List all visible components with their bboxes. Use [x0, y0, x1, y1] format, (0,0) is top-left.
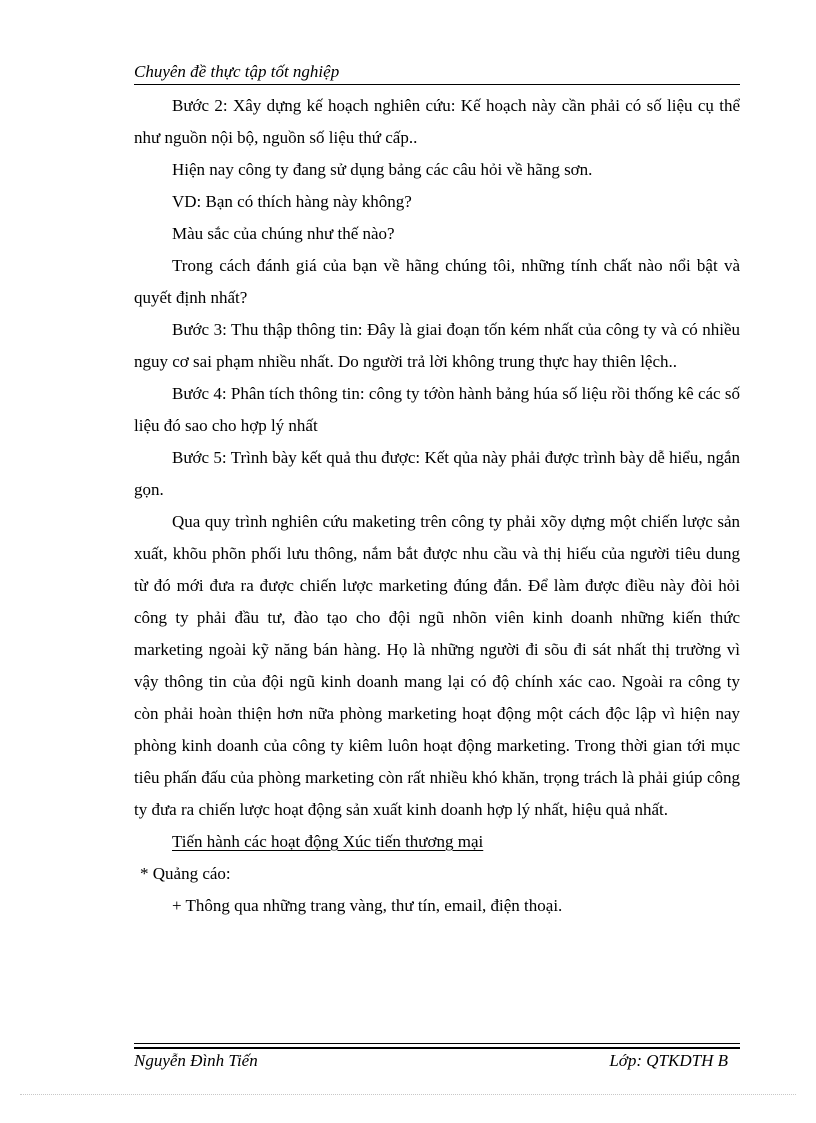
- paragraph-step-4: Bước 4: Phân tích thông tin: công ty tớòn hành bảng húa số liệu rồi thống kê các số liệu đó sao cho hợp lý nhất: [134, 384, 740, 435]
- footer-rule-thin: [134, 1043, 740, 1044]
- bullet-item-channels: + Thông qua những trang vàng, thư tín, email, điện thoại.: [172, 896, 563, 915]
- paragraph-step-3: Bước 3: Thu thập thông tin: Đây là giai đoạn tốn kém nhất của công ty và có nhiều nguy cơ sai phạm nhiều nhất. Do người trả lời không trung thực hay thiên lệch..: [134, 320, 740, 371]
- section-title: [134, 826, 740, 858]
- paragraph-step-2: Bước 2: Xây dựng kế hoạch nghiên cứu: Kế hoạch này cần phải có số liệu cụ thể như nguồn nội bộ, nguồn số liệu thứ cấp..: [134, 96, 740, 147]
- section-title-text: Tiến hành các hoạt động Xúc tiến thương mại: [172, 832, 484, 851]
- footer-author: Nguyễn Đình Tiến: [134, 1051, 258, 1070]
- header-rule: [134, 84, 740, 85]
- paragraph-evaluation-question: Trong cách đánh giá của bạn về hãng chúng tôi, những tính chất nào nổi bật và quyết định nhất?: [134, 256, 740, 307]
- paragraph-marketing-summary: Qua quy trình nghiên cứu maketing trên công ty phải xõy dựng một chiến lược sản xuất, khõu phõn phối lưu thông, nắm bắt được nhu cầu và thị hiếu của người tiêu dung từ đó mới đưa ra được chiến lược marketing đúng đắn. Để làm được điều này đòi hỏi công ty phải đầu tư, đào tạo cho đội ngũ nhõn viên kinh doanh những kiến thức marketing ngoài kỹ năng bán hàng. Họ là những người đi sõu đi sát nhất thị trường vì vậy thông tin của đội ngũ kinh doanh mang lại có độ chính xác cao. Ngoài ra công ty còn phải hoàn thiện hơn nữa phòng marketing hoạt động một cách độc lập vì hiện nay phòng kinh doanh của công ty kiêm luôn hoạt động marketing. Trong thời gian tới mục tiêu phấn đấu của phòng marketing còn rất nhiều khó khăn, trọng trách là phải giúp công ty đưa ra chiến lược hoạt động sản xuất kinh doanh hợp lý nhất, hiệu quả nhất.: [134, 512, 740, 819]
- paragraph-questionnaire: Hiện nay công ty đang sử dụng bảng các câu hỏi về hãng sơn.: [172, 160, 593, 179]
- bullet-heading-advertising: * Quảng cáo:: [140, 864, 231, 883]
- page-header: Chuyên đề thực tập tốt nghiệp: [134, 62, 340, 81]
- paragraph-example: VD: Bạn có thích hàng này không?: [172, 192, 412, 211]
- paragraph-step-5: Bước 5: Trình bày kết quả thu được: Kết qủa này phải được trình bày dễ hiểu, ngắn gọn.: [134, 448, 740, 499]
- page-bottom-divider: [20, 1094, 796, 1095]
- footer-class: Lớp: QTKDTH B: [609, 1051, 728, 1070]
- paragraph-color-question: Màu sắc của chúng như thế nào?: [172, 224, 395, 243]
- page-footer: [134, 1049, 728, 1073]
- document-body: [134, 90, 740, 922]
